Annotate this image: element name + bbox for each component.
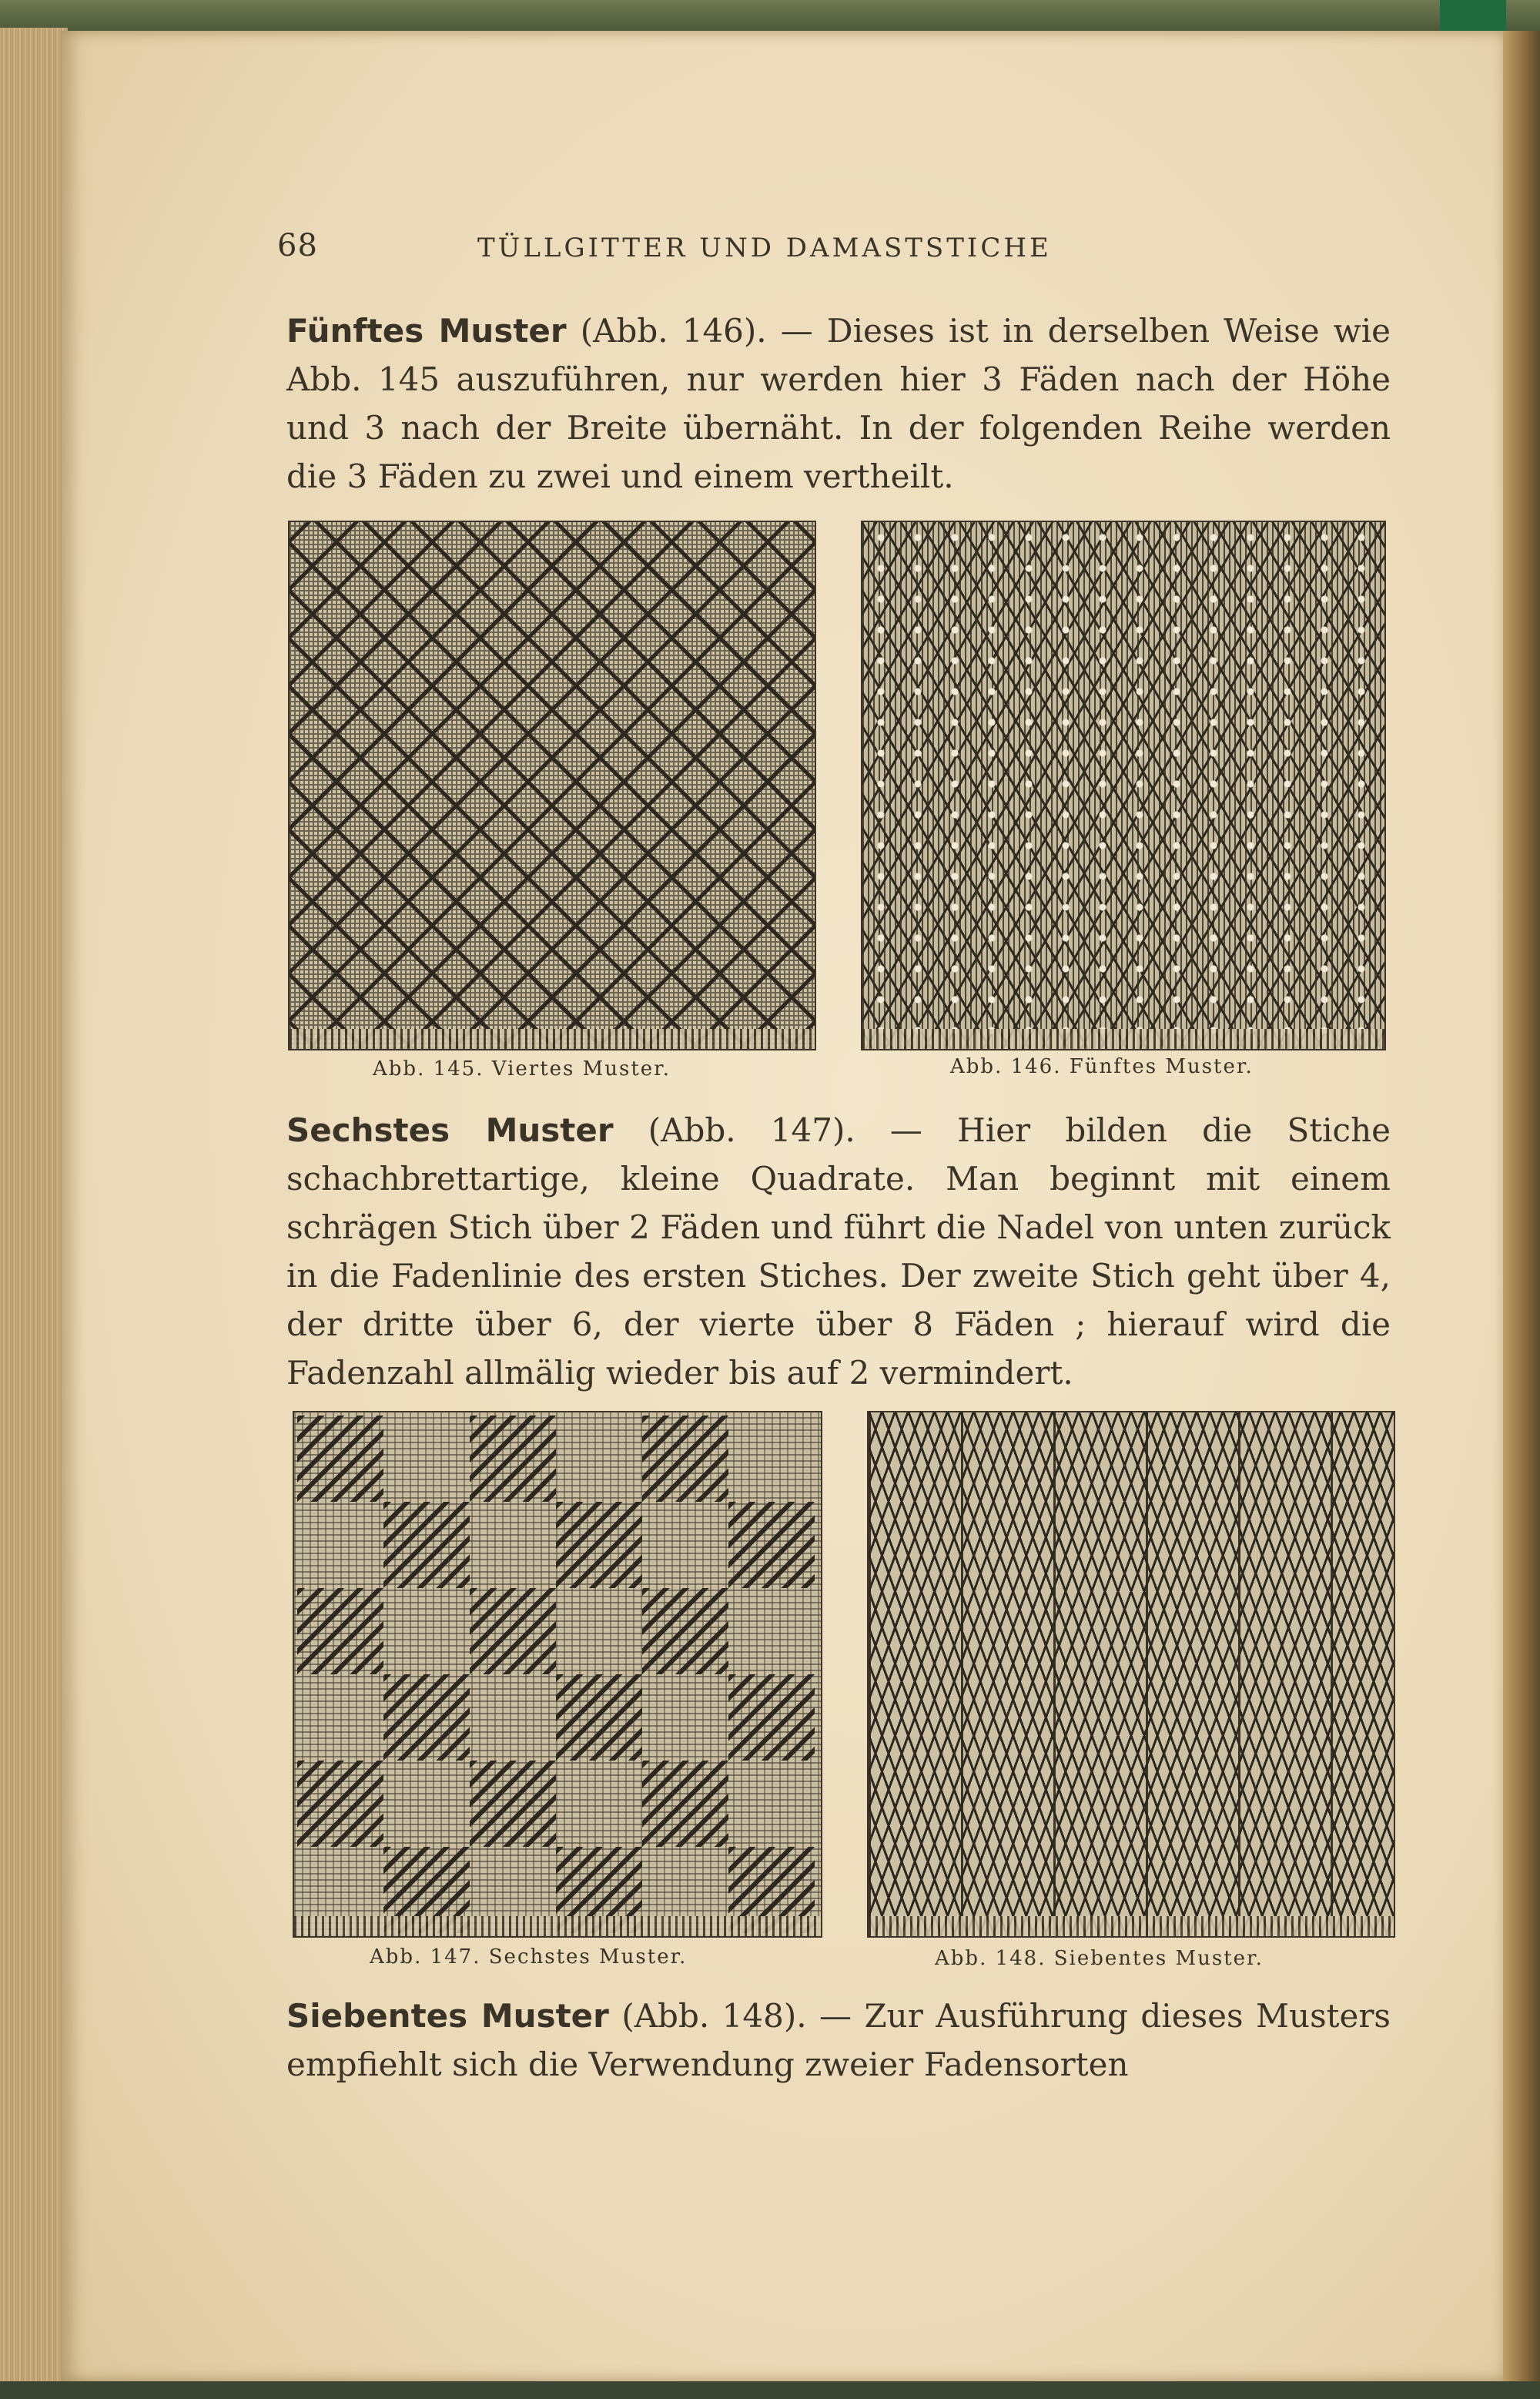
diagonal-stitch-square <box>642 1416 728 1502</box>
paragraph-text: (Abb. 148). — Zur Ausführung dieses Musters empfiehlt sich die Verwendung zweier Fadensorten <box>286 1997 1391 2083</box>
figure-145-image <box>288 521 816 1050</box>
figure-edge-border <box>290 1029 815 1049</box>
paragraph-text: (Abb. 146). — Dieses ist in derselben Weise wie Abb. 145 auszuführen, nur werden hier 3 Fäden nach der Höhe und 3 nach der Breite übernäht. In der folgenden Reihe werden die 3 Fäden zu zwei und einem vertheilt. <box>286 312 1391 495</box>
diagonal-stitch-square <box>470 1761 556 1847</box>
diagonal-stitch-square <box>297 1588 383 1674</box>
figure-146-caption: Abb. 146. Fünftes Muster. <box>950 1055 1254 1078</box>
diagonal-stitch-square <box>728 1674 815 1761</box>
figure-edge-border <box>869 1916 1394 1936</box>
page-edges <box>0 28 68 2384</box>
diagonal-stitch-square <box>297 1761 383 1847</box>
diagonal-stitch-square <box>297 1416 383 1502</box>
figure-148-caption: Abb. 148. Siebentes Muster. <box>935 1947 1264 1970</box>
green-bookmark-ribbon <box>1440 0 1506 33</box>
book-binding-edge <box>1503 31 1540 2381</box>
paragraph-siebentes-muster <box>286 1992 1391 2089</box>
diagonal-stitch-square <box>470 1416 556 1502</box>
figure-146-image <box>861 521 1386 1050</box>
paragraph-sechstes-muster <box>286 1106 1391 1397</box>
page-number: 68 <box>277 228 318 263</box>
diagonal-stitch-square <box>642 1761 728 1847</box>
running-title: TÜLLGITTER UND DAMASTSTICHE <box>477 233 1052 263</box>
paragraph-text: (Abb. 147). — Hier bilden die Stiche schachbrettartige, kleine Quadrate. Man beginnt mit einem schrägen Stich über 2 Fäden und führt die Nadel von unten zurück in die Fadenlinie des ersten Stiches. Der zweite Stich geht über 4, der dritte über 6, der vierte über 8 Fäden ; hierauf wird die Fadenzahl allmälig wieder bis auf 2 vermindert. <box>286 1111 1391 1392</box>
book-cover-top <box>0 0 1540 34</box>
figure-145-caption: Abb. 145. Viertes Muster. <box>373 1057 671 1081</box>
diagonal-stitch-square <box>470 1588 556 1674</box>
figure-147-caption: Abb. 147. Sechstes Muster. <box>370 1945 688 1968</box>
diagonal-stitch-square <box>383 1502 470 1588</box>
paragraph-fuenftes-muster <box>286 307 1391 501</box>
diagonal-stitch-square <box>642 1588 728 1674</box>
figure-edge-border <box>294 1916 821 1936</box>
book-cover-bottom <box>0 2381 1540 2399</box>
paragraph-lead: Sechstes Muster <box>286 1111 614 1149</box>
paragraph-lead: Fünftes Muster <box>286 312 567 350</box>
figure-148-image <box>867 1411 1395 1938</box>
diagonal-stitch-square <box>728 1502 815 1588</box>
figure-edge-border <box>862 1029 1384 1049</box>
figure-147-image <box>293 1411 822 1938</box>
diagonal-stitch-square <box>383 1674 470 1761</box>
diagonal-stitch-square <box>556 1502 642 1588</box>
diagonal-stitch-square <box>556 1674 642 1761</box>
paragraph-lead: Siebentes Muster <box>286 1997 609 2035</box>
